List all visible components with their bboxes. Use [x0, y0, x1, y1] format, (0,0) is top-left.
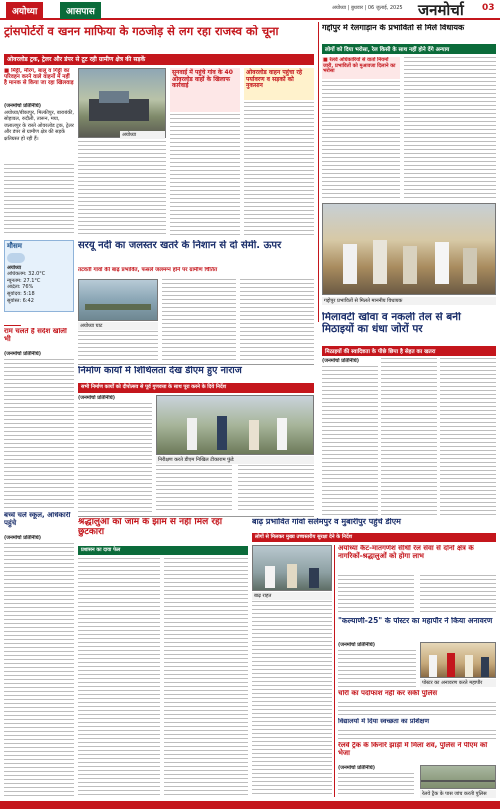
- brief-lines: [4, 359, 74, 509]
- lead-kicker: ■ मिट्टी, मौरंग, बालू व गिट्टी का परिवहन करने वाले वाहनों में नहीं है मानक से किया जा रहा खिलवाड़: [4, 68, 74, 87]
- kalyani-photo: [420, 642, 496, 678]
- milawat-headline-block: [322, 312, 496, 344]
- nirman-subhead-text: सभी निर्माण कार्यों को दीपोत्सव से पूर्व गुणवत्ता के साथ पूरा करने के दिये निर्देश: [81, 384, 226, 390]
- vidyalaya-headline-block: [338, 718, 496, 729]
- railway-photo: [420, 765, 496, 789]
- lead-body-text: अयोध्या/बीकापुर, मिल्कीपुर, बाराबंकी, सोहावल, रुदौली, तारून, मया, जलालपुर के रास्ते ओवरलोड ट्रक, ट्रेलर और डंपर से ग्रामीण क्षेत्र की सड़कें क्षतिग्रस्त हो रही हैं।: [4, 109, 74, 142]
- milawat-subhead: [322, 346, 496, 356]
- lead-callout-1-text: सुनवाई में पहुंचे गांव के 40 ओवरलोड वाहों के खिलाफ कार्रवाई: [172, 69, 233, 90]
- nirman-col1-lines: [78, 403, 152, 513]
- jaam-col2-lines: [164, 558, 248, 797]
- gaddopur-subhead-text: लोगों को दिया भरोसा, रेल किसी के साथ नहीं होने देंगे अन्याय: [325, 47, 450, 53]
- milawat-headline: मिलावटी खोवा व नकली तेल से बनी मिठाइयों का धंधा जोरों पर: [322, 312, 461, 335]
- ayodhya-dev-headline: अयोध्या कैंट-मातगणेश सीधी रेल सेवा से दोनों क्षेत्र के नागरिकों-श्रद्धालुओं को होगा लाभ: [338, 545, 474, 560]
- lead-col4-lines: [244, 102, 314, 236]
- police-headline: चोरी का पर्दाफाश नहीं कर सकी पुलिस: [338, 690, 438, 697]
- police-headline-block: [338, 690, 496, 701]
- kalyani-col1-lines: [338, 650, 416, 688]
- lead-body-lines: [4, 164, 74, 236]
- brief-tab-label: [4, 325, 21, 326]
- brief-headline-block: [4, 328, 74, 350]
- baadh-photo-caption: बाढ़ राहत: [252, 592, 332, 600]
- bachche-headline: बच्चे चले स्कूल, अधिकारी पहुंचे: [4, 512, 71, 527]
- gaddopur-kicker: ■ रेलवे अधिकारियों से वार्ता नियमों जारी, प्रभावितों को मुआवजा दिलाने का भरोसा: [323, 57, 396, 74]
- nirman-col2-lines: [156, 465, 232, 513]
- nirman-subhead: [78, 383, 314, 393]
- weather-title: मौसम: [7, 242, 22, 250]
- gaddopur-photo: [322, 203, 496, 295]
- lead-callout-2: [244, 68, 314, 100]
- weather-cloud-icon: [7, 253, 25, 263]
- kalyani-dateline: (जनमोर्चा प्रतिनिधि): [338, 642, 375, 648]
- weather-humidity: आर्द्रता: 76%: [7, 284, 34, 291]
- kalyani-headline: "कल्याणी-25" के पोस्टर का महापौर ने किया अनावरण: [338, 617, 493, 625]
- nirman-headline-block: [78, 366, 314, 382]
- weather-label: अयोध्या: [7, 264, 22, 271]
- railway-dateline: (जनमोर्चा प्रतिनिधि): [338, 765, 375, 771]
- lead-headline: ट्रांसपोर्टरों व खनन माफिया के गठजोड़ से लग रहा राजस्व को चूना: [4, 25, 279, 38]
- baadh-photo: [252, 545, 332, 591]
- gaddopur-photo-caption: गद्दोपुर प्रभावितों से मिलते माननीय विधायक: [322, 297, 496, 305]
- section-label-ayodhya: अयोध्या: [6, 2, 43, 19]
- milawat-col1-lines: [322, 366, 378, 516]
- kalyani-photo-caption: पोस्टर का अनावरण करते महापौर: [420, 679, 496, 687]
- gaddopur-subhead: [322, 44, 496, 54]
- lead-col2-lines: [78, 141, 166, 236]
- nirman-headline: निर्माण कार्यों में शिथिलता देख डीएम हुए नाराज: [78, 366, 242, 376]
- nirman-dateline: (जनमोर्चा प्रतिनिधि): [78, 395, 115, 401]
- nirman-col3-lines: [238, 465, 314, 513]
- gaddopur-col2-lines: [404, 57, 496, 199]
- weather-sunrise: सूर्योदय: 5:18: [7, 291, 35, 298]
- sarayu-headline-block: [78, 240, 314, 266]
- weather-max: अधिकतम: 32.0°C: [7, 271, 46, 278]
- bachche-headline-block: [4, 512, 74, 534]
- brief-tab: [4, 316, 74, 326]
- baadh-col1-lines: [252, 601, 332, 797]
- jaam-headline: श्रद्धालुओं को जाम के झाम से नहीं मिल रहा छुटकारा: [78, 518, 223, 537]
- milawat-subhead-text: मिठाइयों की स्वादिष्टता के पीछे छिपा है सेहत का खतरा: [325, 349, 436, 355]
- ayodhya-dev-col1-lines: [338, 575, 414, 615]
- page-header: [0, 0, 500, 20]
- bachche-lines: [4, 543, 74, 797]
- sarayu-photo-caption: अयोध्या घाट: [78, 322, 158, 330]
- railway-photo-caption: रेलवे ट्रैक के पास जांच करती पुलिस: [420, 790, 496, 798]
- baadh-subhead: [252, 533, 496, 542]
- lead-photo-caption: अयोध्या: [120, 131, 165, 139]
- weather-box: [4, 240, 74, 312]
- sarayu-headline: सरयू नदी का जलस्तर खतरे के निशान से दो सेमी. ऊपर: [78, 240, 282, 251]
- lead-subhead: [4, 54, 314, 65]
- gaddopur-col1-lines: [322, 81, 400, 199]
- railway-headline: रेलवे ट्रैक के किनारे झाड़ी में मिला शव, पुलिस ने पीएम को भेजा: [338, 742, 488, 757]
- column-rule-right: [318, 22, 319, 322]
- section-label-aaspaas: आसपास: [60, 2, 101, 19]
- lead-body: [4, 103, 74, 163]
- sarayu-subhead-block: [78, 267, 314, 277]
- milawat-col2-lines: [381, 358, 437, 516]
- lead-col3-lines: [170, 114, 240, 236]
- jaam-col1-lines: [78, 558, 160, 797]
- nirman-photo: [156, 395, 314, 455]
- nirman-photo-caption: निरीक्षण करते डीएम निखिल टीकाराम फुंडे: [156, 456, 314, 464]
- sarayu-subhead: तटवर्ती गांवों की बाढ़ प्रभावित, फसलें जलमग्न होने पर ग्रामीण चिंतित: [78, 267, 218, 273]
- gaddopur-kicker-block: [322, 57, 400, 79]
- weather-min: न्यूनतम: 27.1°C: [7, 277, 41, 284]
- brief-headline: राम चलते हैं संदेश खोली भी: [4, 328, 67, 343]
- page-number: 03: [482, 3, 495, 13]
- jaam-subhead-text: प्रशासन का दावा फेल: [81, 547, 121, 553]
- ayodhya-dev-col2-lines: [420, 575, 496, 615]
- ayodhya-dev-headline-block: [338, 545, 496, 573]
- baadh-headline-block: [252, 518, 496, 532]
- baadh-headline: बाढ़ प्रभावित गांवों सलेमपुर व मुबारीपुर पहुंचे डीएम: [252, 518, 401, 526]
- vidyalaya-lines: [338, 730, 496, 740]
- baadh-subhead-text: लोगों से मिलकर मुख्य उच्चस्तरीय सुरक्षा देने के निर्देश: [255, 534, 353, 540]
- page-footer-bar: [0, 801, 500, 809]
- gaddopur-headline: गद्दोपुर में रेलगाड़ान के प्रभावितों से मिले विधायक: [322, 24, 465, 32]
- bachche-dateline: (जनमोर्चा प्रतिनिधि): [4, 535, 41, 541]
- sarayu-photo: [78, 279, 158, 321]
- police-lines: [338, 702, 496, 716]
- lead-headline-block: [4, 25, 314, 53]
- divider-jaam: [78, 516, 314, 517]
- column-rule-lower: [334, 545, 335, 797]
- divider-nirman: [78, 364, 314, 365]
- sarayu-col3-lines: [240, 279, 314, 361]
- brief-dateline: (जनमोर्चा प्रतिनिधि): [4, 351, 41, 357]
- kalyani-headline-block: [338, 617, 496, 641]
- sarayu-col1-lines: [78, 331, 158, 361]
- lead-subhead-text: ओवरलोड ट्रक, ट्रेलर और डंपर से टूट रही ग्रामीण क्षेत्र की सड़कें: [7, 56, 146, 63]
- railway-headline-block: [338, 742, 496, 764]
- newspaper-logo: जनमोर्चा: [418, 1, 464, 19]
- vidyalaya-headline: विद्यालयों में दिया स्वच्छता का प्रशिक्षण: [338, 718, 430, 725]
- lead-photo: [78, 68, 166, 138]
- lead-kicker-block: [4, 68, 74, 102]
- jaam-headline-block: [78, 518, 248, 544]
- milawat-dateline: (जनमोर्चा प्रतिनिधि): [322, 358, 359, 364]
- lead-callout-1: [170, 68, 240, 112]
- lead-callout-2-text: ओवरलोड वाहन पहुंचा रहे पर्यावरण व सड़कों को नुकसान: [246, 69, 303, 90]
- lead-dateline: (जनमोर्चा प्रतिनिधि): [4, 103, 41, 109]
- sarayu-col2-lines: [162, 279, 236, 361]
- date-line: अयोध्या | बुधवार | 06 जुलाई, 2025: [332, 5, 403, 11]
- milawat-col3-lines: [440, 358, 496, 516]
- gaddopur-headline-block: [322, 24, 496, 42]
- railway-col1-lines: [338, 773, 414, 797]
- jaam-subhead: [78, 546, 248, 555]
- weather-sunset: सूर्यास्त: 6:42: [7, 297, 34, 304]
